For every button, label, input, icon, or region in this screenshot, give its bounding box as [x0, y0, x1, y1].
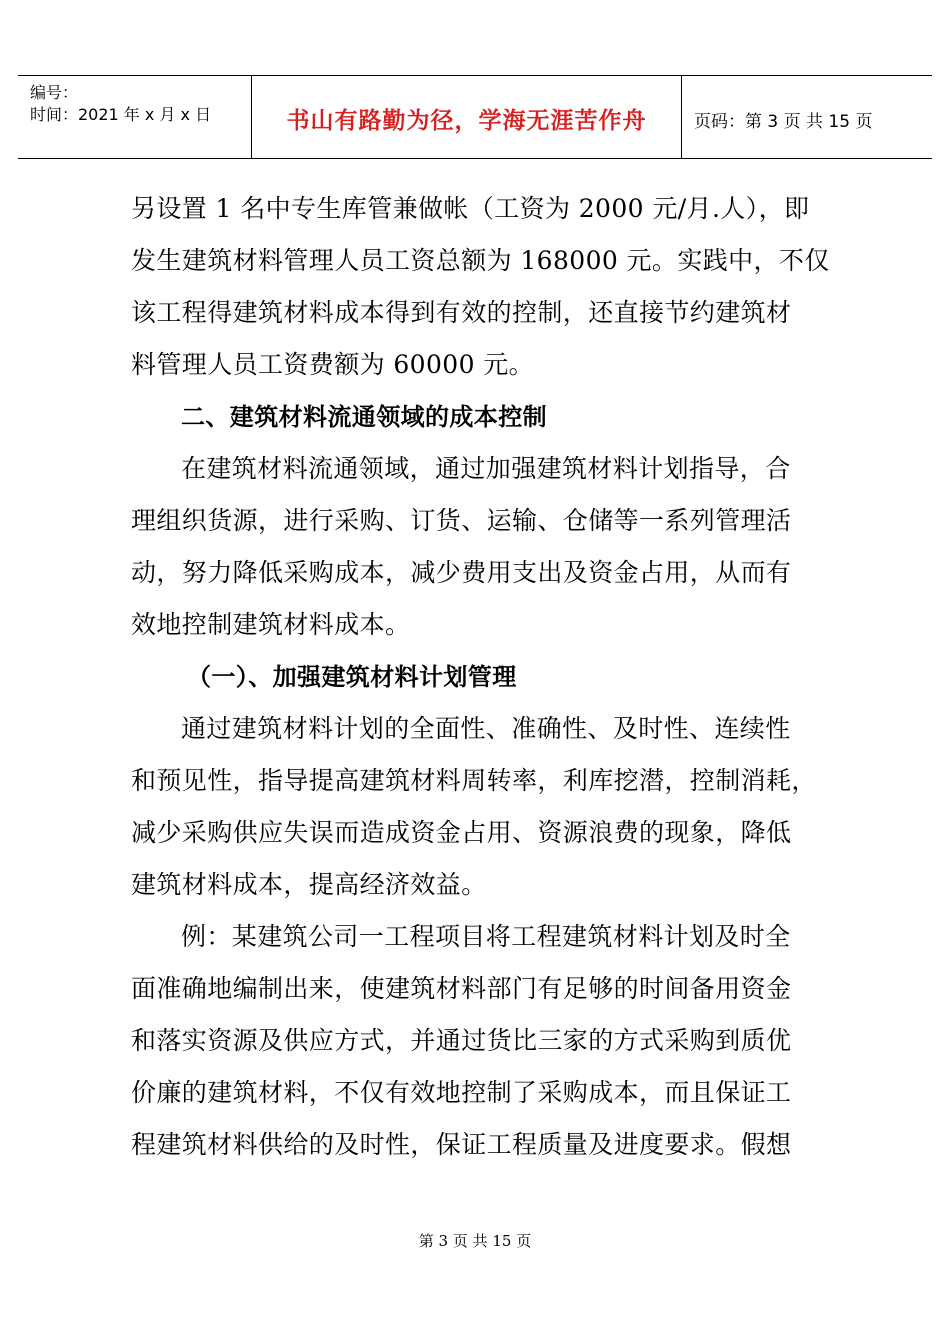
text-line: 建筑材料成本，提高经济效益。 [131, 870, 487, 899]
text-line: 例：某建筑公司一工程项目将工程建筑材料计划及时全 [181, 922, 791, 951]
text-line: 程建筑材料供给的及时性，保证工程质量及进度要求。假想 [131, 1130, 792, 1159]
text-line: 另设置 1 名中专生库管兼做帐（工资为 2000 元/月.人），即 [131, 194, 810, 223]
text-line: 价廉的建筑材料，不仅有效地控制了采购成本，而且保证工 [131, 1078, 792, 1107]
text-line: 发生建筑材料管理人员工资总额为 168000 元。实践中，不仅 [131, 246, 830, 275]
serial-label: 编号： [30, 83, 79, 102]
text-line: 在建筑材料流通领域，通过加强建筑材料计划指导，合 [181, 454, 791, 483]
header-page-code: 页码：第 3 页 共 15 页 [694, 112, 873, 132]
text-line: 减少采购供应失误而造成资金占用、资源浪费的现象，降低 [131, 818, 792, 847]
time-label: 时间：2021 年 x 月 x 日 [30, 105, 212, 124]
subsection-heading: （一）、加强建筑材料计划管理 [187, 663, 517, 691]
section-heading: 二、建筑材料流通领域的成本控制 [181, 403, 547, 431]
text-line: 通过建筑材料计划的全面性、准确性、及时性、连续性 [181, 714, 791, 743]
text-line: 该工程得建筑材料成本得到有效的控制，还直接节约建筑材 [131, 298, 792, 327]
header-motto: 书山有路勤为径，学海无涯苦作舟 [286, 108, 647, 134]
text-line: 和预见性，指导提高建筑材料周转率，利库挖潜，控制消耗， [131, 766, 817, 795]
text-line: 动，努力降低采购成本，减少费用支出及资金占用，从而有 [131, 558, 792, 587]
header-meta [30, 82, 211, 126]
document-body [131, 183, 830, 1171]
text-line: 料管理人员工资费额为 60000 元。 [131, 350, 535, 379]
header-divider [681, 76, 682, 158]
page-footer: 第 3 页 共 15 页 [418, 1232, 532, 1250]
text-line: 和落实资源及供应方式，并通过货比三家的方式采购到质优 [131, 1026, 792, 1055]
document-header [18, 75, 932, 159]
text-line: 效地控制建筑材料成本。 [131, 610, 411, 639]
text-line: 理组织货源，进行采购、订货、运输、仓储等一系列管理活 [131, 506, 792, 535]
text-line: 面准确地编制出来，使建筑材料部门有足够的时间备用资金 [131, 974, 792, 1003]
